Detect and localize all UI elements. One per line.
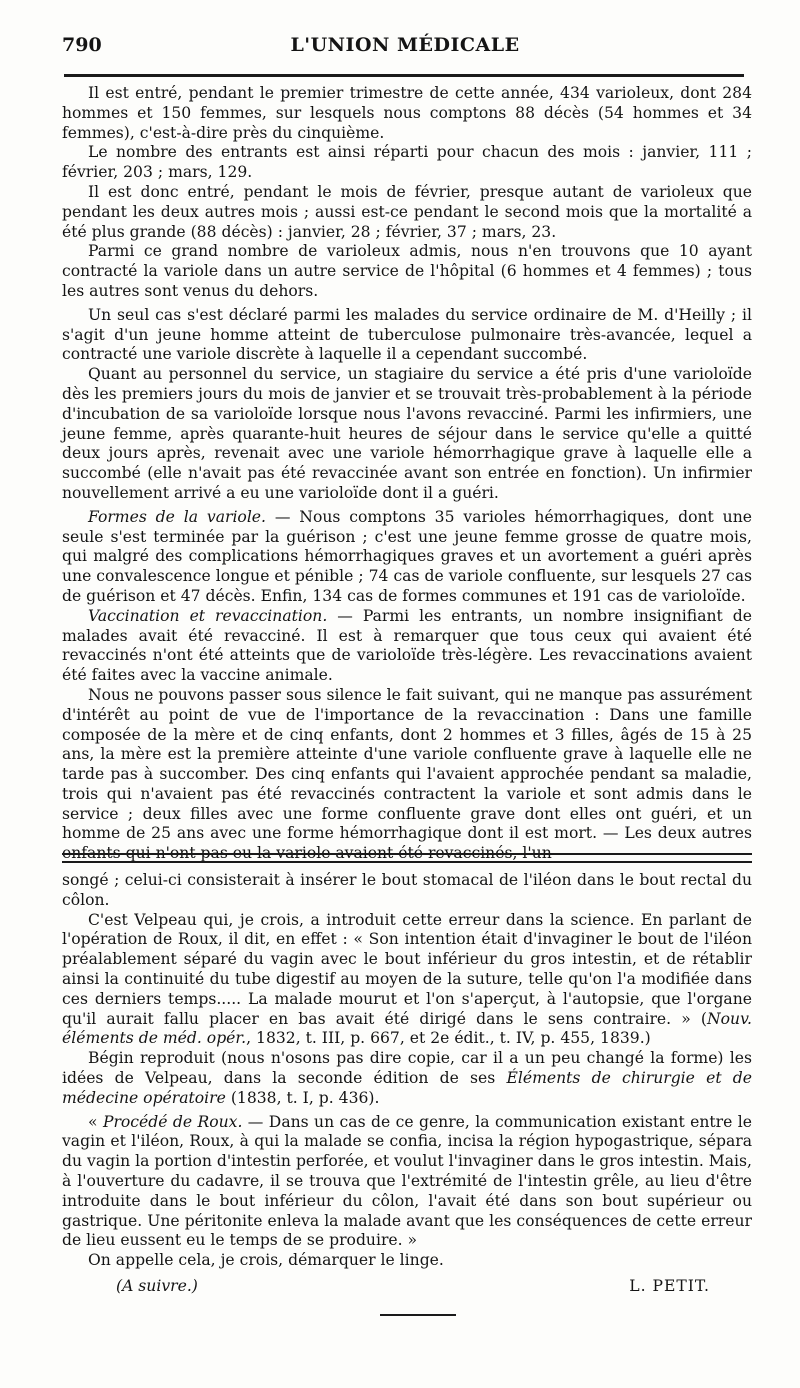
paragraph: songé ; celui-ci consisterait à insérer le bout stomacal de l'iléon dans le bout rectal du côlon. [62, 871, 752, 909]
article-upper-section [62, 84, 752, 864]
paragraph-text: — Dans un cas de ce genre, la communication existant entre le vagin et l'iléon, Roux, à qui la malade se confia, incisa la région hypogastrique, sépara du vagin la portion d'intestin perforée, et voulut l'invaginer dans le gros intestin. Mais, à l'ouverture du cadavre, il se trouva que l'extrémité de l'intestin grêle, au lieu d'être introduite dans le bout inférieur du côlon, l'avait été dans son bout supérieur ou gastrique. Une péritonite enleva la malade avant que les conséquences de cette erreur de lieu eussent eu le temps de se produire. » [62, 1112, 752, 1250]
paragraph-text: (1838, t. I, p. 436). [225, 1088, 380, 1107]
end-rule [380, 1314, 456, 1316]
paragraph: Quant au personnel du service, un stagiaire du service a été pris d'une varioloïde dès les premiers jours du mois de janvier et se trouvait très-probablement à la période d'incubation de sa varioloïde lorsque nous l'avons revacciné. Parmi les infirmiers, une jeune femme, après quarante-huit heures de séjour dans le service qu'elle a quitté deux jours après, revenait avec une variole hémorrhagique grave à laquelle elle a succombé (elle n'avait pas été revaccinée avant son entrée en fonction). Un infirmier nouvellement arrivé a eu une varioloïde dont il a guéri. [62, 365, 752, 502]
section-divider [62, 853, 752, 863]
page-number: 790 [62, 34, 102, 56]
paragraph: Il est entré, pendant le premier trimestre de cette année, 434 varioleux, dont 284 hommes et 150 femmes, sur lesquels nous comptons 88 décès (54 hommes et 34 femmes), c'est-à-dire près du cinquième. [62, 84, 752, 142]
section-heading: Vaccination et revaccination. [88, 606, 328, 625]
section-heading: Procédé de Roux. [102, 1112, 243, 1131]
section-heading: Formes de la variole. [88, 507, 266, 526]
paragraph: Nous ne pouvons passer sous silence le fait suivant, qui ne manque pas assurément d'intérêt au point de vue de l'importance de la revaccination : Dans une famille composée de la mère et de cinq enfants, dont 2 hommes et 3 filles, âgés de 15 à 25 ans, la mère est la première atteinte d'une variole confluente grave à laquelle elle ne tarde pas à succomber. Des cinq enfants qui l'avaient approchée pendant sa maladie, trois qui n'avaient pas été revaccinés contractent la variole et sont admis dans le service ; deux filles avec une forme confluente grave dont elles ont guéri, et un homme de 25 ans avec une forme hémorrhagique dont il est mort. — Les deux autres enfants qui n'ont pas eu la variole avaient été revaccinés, l'un [62, 685, 752, 863]
continued-note: (A suivre.) [116, 1276, 198, 1295]
citation-title: Éléments de chirurgie et de médecine opératoire [62, 1068, 752, 1107]
author-signature: L. PETIT. [629, 1276, 710, 1295]
paragraph-text: — Parmi les entrants, un nombre insignifiant de malades avait été revacciné. Il est à remarquer que tous ceux qui avaient été revaccinés n'ont été atteints que de varioloïde très-légère. Les revaccinations avaient été faites avec la vaccine animale. [62, 606, 752, 685]
signature-line [62, 1277, 752, 1299]
paragraph: On appelle cela, je crois, démarquer le linge. [88, 1251, 444, 1270]
paragraph-text: , 1832, t. III, p. 667, et 2e édit., t. IV, p. 455, 1839.) [246, 1029, 651, 1048]
paragraph-text: C'est Velpeau qui, je crois, a introduit cette erreur dans la science. En parlant de l'opération de Roux, il dit, en effet : « Son intention était d'invaginer le bout de l'iléon préalablement séparé du vagin avec le bout inférieur du gros intestin, et de rétablir ainsi la continuité du tube digestif au moyen de la suture, telle qu'on l'a modifiée dans ces derniers temps..... La malade mourut et l'on s'aperçut, à l'autopsie, que l'organe qu'il aurait fallu placer en bas avait été dirigé dans le sens contraire. » ( [62, 910, 752, 1028]
paragraph: Parmi ce grand nombre de varioleux admis, nous n'en trouvons que 10 ayant contracté la variole dans un autre service de l'hôpital (6 hommes et 4 femmes) ; tous les autres sont venus du dehors. [62, 242, 752, 300]
running-title: L'UNION MÉDICALE [290, 34, 520, 56]
paragraph [62, 607, 752, 686]
paragraph: Il est donc entré, pendant le mois de février, presque autant de varioleux que pendant les deux autres mois ; aussi est-ce pendant le second mois que la mortalité a été plus grande (88 décès) : janvier, 28 ; février, 37 ; mars, 23. [62, 182, 752, 241]
paragraph-text: Bégin reproduit (nous n'osons pas dire copie, car il a un peu changé la forme) les idées de Velpeau, dans la seconde édition de ses [62, 1049, 752, 1087]
paragraph [62, 508, 752, 607]
article-lower-section [62, 871, 752, 1299]
paragraph [62, 911, 752, 1050]
header-rule [64, 74, 744, 77]
paragraph [62, 1049, 752, 1108]
paragraph: Le nombre des entrants est ainsi réparti pour chacun des mois : janvier, 111 ; février, 203 ; mars, 129. [62, 143, 752, 182]
citation-title: Nouv. éléments de méd. opér. [62, 1009, 752, 1048]
page-header [62, 34, 748, 62]
paragraph-text: — Nous comptons 35 varioles hémorrhagiques, dont une seule s'est terminée par la guérison ; c'est une jeune femme grosse de quatre mois, qui malgré des complications hémorrhagiques graves et un avortement a guéri après une convalescence longue et pénible ; 74 cas de variole confluente, sur lesquels 27 cas de guérison et 47 décès. Enfin, 134 cas de formes communes et 191 cas de varioloïde. [62, 507, 752, 605]
paragraph [62, 1113, 752, 1252]
paragraph: Un seul cas s'est déclaré parmi les malades du service ordinaire de M. d'Heilly ; il s'agit d'un jeune homme atteint de tuberculose pulmonaire très-avancée, lequel a contracté une variole discrète à laquelle il a cependant succombé. [62, 305, 752, 364]
quote-mark: « [88, 1112, 103, 1131]
